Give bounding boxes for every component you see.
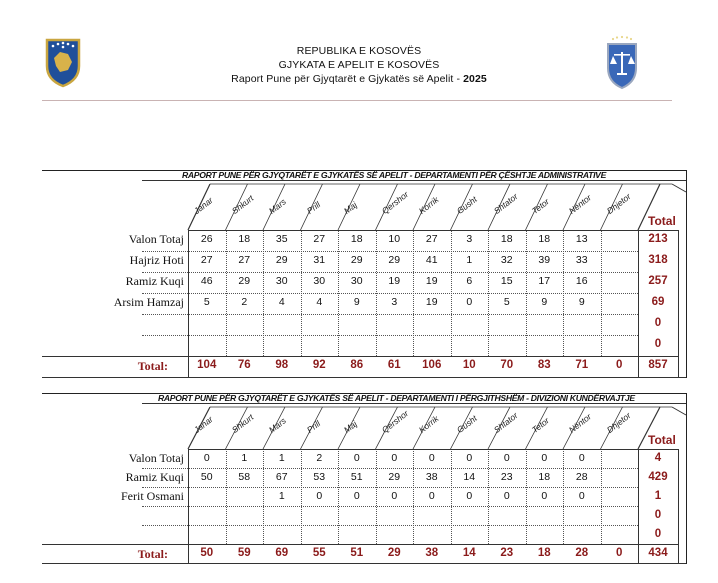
report-table-misdemeanor bbox=[42, 393, 688, 565]
month-value: 3 bbox=[466, 233, 473, 245]
month-value: 30 bbox=[313, 275, 326, 287]
month-label: Shkurt bbox=[229, 411, 255, 435]
totals-row-bottom bbox=[42, 563, 686, 564]
month-total: 86 bbox=[350, 359, 364, 371]
month-value: 2 bbox=[241, 296, 248, 308]
month-label: Janar bbox=[191, 195, 215, 216]
month-label: Shkurt bbox=[229, 192, 255, 216]
month-value: 58 bbox=[238, 471, 251, 483]
month-value: 10 bbox=[388, 233, 401, 245]
month-value: 30 bbox=[275, 275, 288, 287]
month-total: 28 bbox=[575, 547, 589, 559]
month-value: 18 bbox=[238, 233, 251, 245]
month-value: 30 bbox=[350, 275, 363, 287]
month-header-corner bbox=[672, 407, 686, 415]
month-label: Gusht bbox=[454, 194, 479, 216]
month-value: 27 bbox=[200, 254, 213, 266]
grid-column-line bbox=[601, 449, 602, 544]
month-value: 33 bbox=[575, 254, 588, 266]
month-value: 0 bbox=[391, 490, 398, 502]
grand-total: 434 bbox=[648, 547, 668, 559]
month-total: 0 bbox=[616, 547, 623, 559]
month-value: 28 bbox=[575, 471, 588, 483]
month-value: 9 bbox=[578, 296, 585, 308]
month-total: 106 bbox=[422, 359, 442, 371]
total-col-right-border bbox=[678, 230, 679, 377]
month-total: 50 bbox=[200, 547, 214, 559]
month-label: Korrik bbox=[416, 413, 441, 435]
report-table-administrative bbox=[42, 170, 688, 379]
month-label: Mars bbox=[266, 415, 288, 435]
month-value: 0 bbox=[503, 452, 510, 464]
judge-name: Valon Totaj bbox=[128, 451, 184, 465]
month-value: 19 bbox=[425, 296, 438, 308]
header-line-1: REPUBLIKA E KOSOVËS bbox=[296, 45, 422, 57]
month-value: 0 bbox=[541, 490, 548, 502]
month-value: 0 bbox=[353, 490, 360, 502]
row-total: 69 bbox=[651, 296, 665, 308]
kosovo-coat-of-arms-icon bbox=[44, 36, 82, 88]
month-label: Maj bbox=[341, 199, 359, 216]
month-value: 51 bbox=[350, 471, 363, 483]
month-total: 76 bbox=[237, 359, 251, 371]
month-label: Janar bbox=[191, 414, 215, 435]
month-value: 0 bbox=[391, 452, 398, 464]
month-value: 1 bbox=[278, 452, 285, 464]
month-value: 29 bbox=[350, 254, 363, 266]
month-total: 51 bbox=[350, 547, 364, 559]
month-value: 35 bbox=[275, 233, 288, 245]
month-header-band bbox=[42, 393, 688, 451]
judge-name: Arsim Hamzaj bbox=[113, 295, 184, 309]
row-total: 257 bbox=[648, 275, 668, 287]
judge-name: Hajriz Hoti bbox=[129, 253, 184, 267]
month-value: 18 bbox=[538, 233, 551, 245]
month-value: 3 bbox=[391, 296, 398, 308]
month-value: 5 bbox=[503, 296, 510, 308]
month-value: 19 bbox=[388, 275, 401, 287]
table-title: RAPORT PUNE PËR GJYQTARËT E GJYKATËS SË APELIT - DEPARTAMENTI I PËRGJITHSHËM - DIVIZIONI KUNDËRVAJTJE bbox=[158, 393, 635, 403]
month-value: 0 bbox=[428, 490, 435, 502]
month-value: 38 bbox=[425, 471, 438, 483]
table-title: RAPORT PUNE PËR GJYQTARËT E GJYKATËS SË APELIT - DEPARTAMENTI PËR ÇËSHTJE ADMINISTRATIVE bbox=[182, 170, 607, 180]
month-value: 13 bbox=[575, 233, 588, 245]
judge-name: Ramiz Kuqi bbox=[125, 470, 184, 484]
row-total: 0 bbox=[654, 317, 662, 329]
document-header bbox=[0, 0, 718, 110]
grid-row-line bbox=[142, 272, 638, 273]
month-total: 29 bbox=[387, 547, 401, 559]
month-value: 18 bbox=[350, 233, 363, 245]
month-label: Gusht bbox=[454, 413, 479, 435]
grid-row-line bbox=[142, 525, 638, 526]
header-line-3 bbox=[200, 72, 518, 86]
month-value: 0 bbox=[503, 490, 510, 502]
month-total: 71 bbox=[575, 359, 589, 371]
month-value: 0 bbox=[316, 490, 323, 502]
month-value: 0 bbox=[466, 452, 473, 464]
month-value: 5 bbox=[203, 296, 210, 308]
month-total: 70 bbox=[500, 359, 514, 371]
grid-row-line bbox=[142, 251, 638, 252]
total-col-left-border bbox=[638, 449, 639, 563]
month-total: 38 bbox=[425, 547, 439, 559]
month-label: Mars bbox=[266, 196, 288, 216]
court-of-appeals-emblem-icon bbox=[604, 34, 640, 90]
month-value: 39 bbox=[538, 254, 551, 266]
totals-label: Total: bbox=[137, 547, 168, 561]
row-total: 318 bbox=[648, 254, 668, 266]
month-label: Korrik bbox=[416, 194, 441, 216]
month-total: 55 bbox=[312, 547, 326, 559]
month-label: Dhjetor bbox=[604, 191, 633, 216]
header-line-3-text: Raport Pune për Gjyqtarët e Gjykatës së Apelit - bbox=[231, 73, 464, 85]
month-value: 46 bbox=[200, 275, 213, 287]
month-label: Prill bbox=[304, 199, 322, 216]
month-label: Tetor bbox=[529, 415, 551, 435]
header-divider bbox=[42, 100, 672, 101]
month-value: 0 bbox=[466, 490, 473, 502]
month-value: 26 bbox=[200, 233, 213, 245]
month-value: 23 bbox=[500, 471, 513, 483]
month-value: 27 bbox=[313, 233, 326, 245]
month-value: 67 bbox=[275, 471, 288, 483]
month-value: 0 bbox=[578, 452, 585, 464]
total-col-right-border bbox=[678, 449, 679, 563]
month-value: 0 bbox=[203, 452, 210, 464]
grid-row-line bbox=[142, 314, 638, 315]
month-value: 29 bbox=[388, 471, 401, 483]
month-label: Nëntor bbox=[566, 192, 594, 216]
month-label: Prill bbox=[304, 418, 322, 435]
month-total: 10 bbox=[462, 359, 476, 371]
month-value: 6 bbox=[466, 275, 473, 287]
month-label: Shtator bbox=[491, 191, 520, 216]
month-total: 23 bbox=[500, 547, 514, 559]
month-total: 14 bbox=[462, 547, 476, 559]
month-label: Qershor bbox=[379, 189, 410, 216]
grid-row-line bbox=[142, 293, 638, 294]
month-value: 15 bbox=[500, 275, 513, 287]
month-label: Tetor bbox=[529, 196, 551, 216]
total-column-header: Total bbox=[648, 214, 676, 228]
month-value: 0 bbox=[541, 452, 548, 464]
month-value: 27 bbox=[238, 254, 251, 266]
month-value: 1 bbox=[278, 490, 285, 502]
month-value: 0 bbox=[353, 452, 360, 464]
month-value: 18 bbox=[500, 233, 513, 245]
month-total: 61 bbox=[387, 359, 401, 371]
month-total: 104 bbox=[197, 359, 217, 371]
month-value: 29 bbox=[275, 254, 288, 266]
month-total: 59 bbox=[237, 547, 251, 559]
month-header-corner bbox=[672, 184, 686, 192]
month-label: Qershor bbox=[379, 408, 410, 435]
month-value: 0 bbox=[578, 490, 585, 502]
month-value: 16 bbox=[575, 275, 588, 287]
month-total: 92 bbox=[312, 359, 326, 371]
totals-label: Total: bbox=[137, 359, 168, 373]
judge-name: Ramiz Kuqi bbox=[125, 274, 184, 288]
month-value: 18 bbox=[538, 471, 551, 483]
month-value: 53 bbox=[313, 471, 326, 483]
month-total: 18 bbox=[537, 547, 551, 559]
month-total: 83 bbox=[537, 359, 551, 371]
month-value: 31 bbox=[313, 254, 326, 266]
grid-header-bottom bbox=[188, 230, 678, 231]
month-value: 32 bbox=[500, 254, 513, 266]
month-value: 50 bbox=[200, 471, 213, 483]
month-total: 98 bbox=[275, 359, 289, 371]
row-total: 429 bbox=[648, 471, 668, 483]
month-value: 29 bbox=[388, 254, 401, 266]
header-text bbox=[200, 44, 518, 86]
month-value: 4 bbox=[278, 296, 285, 308]
month-total: 69 bbox=[275, 547, 289, 559]
totals-row-top bbox=[42, 356, 678, 357]
month-value: 4 bbox=[316, 296, 323, 308]
grid-row-line bbox=[142, 487, 638, 488]
month-value: 19 bbox=[425, 275, 438, 287]
judge-name: Valon Totaj bbox=[128, 232, 184, 246]
grid-row-line bbox=[142, 468, 638, 469]
month-value: 2 bbox=[316, 452, 323, 464]
totals-row-top bbox=[42, 544, 678, 545]
month-value: 17 bbox=[538, 275, 551, 287]
month-value: 14 bbox=[463, 471, 476, 483]
month-value: 9 bbox=[353, 296, 360, 308]
month-value: 9 bbox=[541, 296, 548, 308]
grid-row-line bbox=[142, 506, 638, 507]
month-value: 1 bbox=[241, 452, 248, 464]
grid-row-line bbox=[142, 335, 638, 336]
row-total: 4 bbox=[654, 452, 662, 464]
month-value: 1 bbox=[466, 254, 473, 266]
row-total: 0 bbox=[654, 509, 662, 521]
total-column-header: Total bbox=[648, 433, 676, 447]
month-value: 41 bbox=[425, 254, 438, 266]
grid-header-bottom bbox=[188, 449, 678, 450]
month-value: 27 bbox=[425, 233, 438, 245]
month-label: Nëntor bbox=[566, 411, 594, 435]
judge-name: Ferit Osmani bbox=[121, 489, 184, 503]
header-year: 2025 bbox=[463, 73, 487, 85]
row-total: 0 bbox=[654, 528, 662, 540]
month-label: Shtator bbox=[491, 410, 520, 435]
row-total: 0 bbox=[654, 338, 662, 350]
grand-total: 857 bbox=[648, 359, 668, 371]
month-label: Dhjetor bbox=[604, 410, 633, 435]
month-value: 29 bbox=[238, 275, 251, 287]
month-label: Maj bbox=[341, 418, 359, 435]
month-value: 0 bbox=[466, 296, 473, 308]
totals-row-bottom bbox=[42, 377, 686, 378]
month-value: 0 bbox=[428, 452, 435, 464]
month-total: 0 bbox=[616, 359, 623, 371]
row-total: 213 bbox=[648, 233, 668, 245]
header-line-2: GJYKATA E APELIT E KOSOVËS bbox=[278, 59, 440, 71]
row-total: 1 bbox=[654, 490, 662, 502]
